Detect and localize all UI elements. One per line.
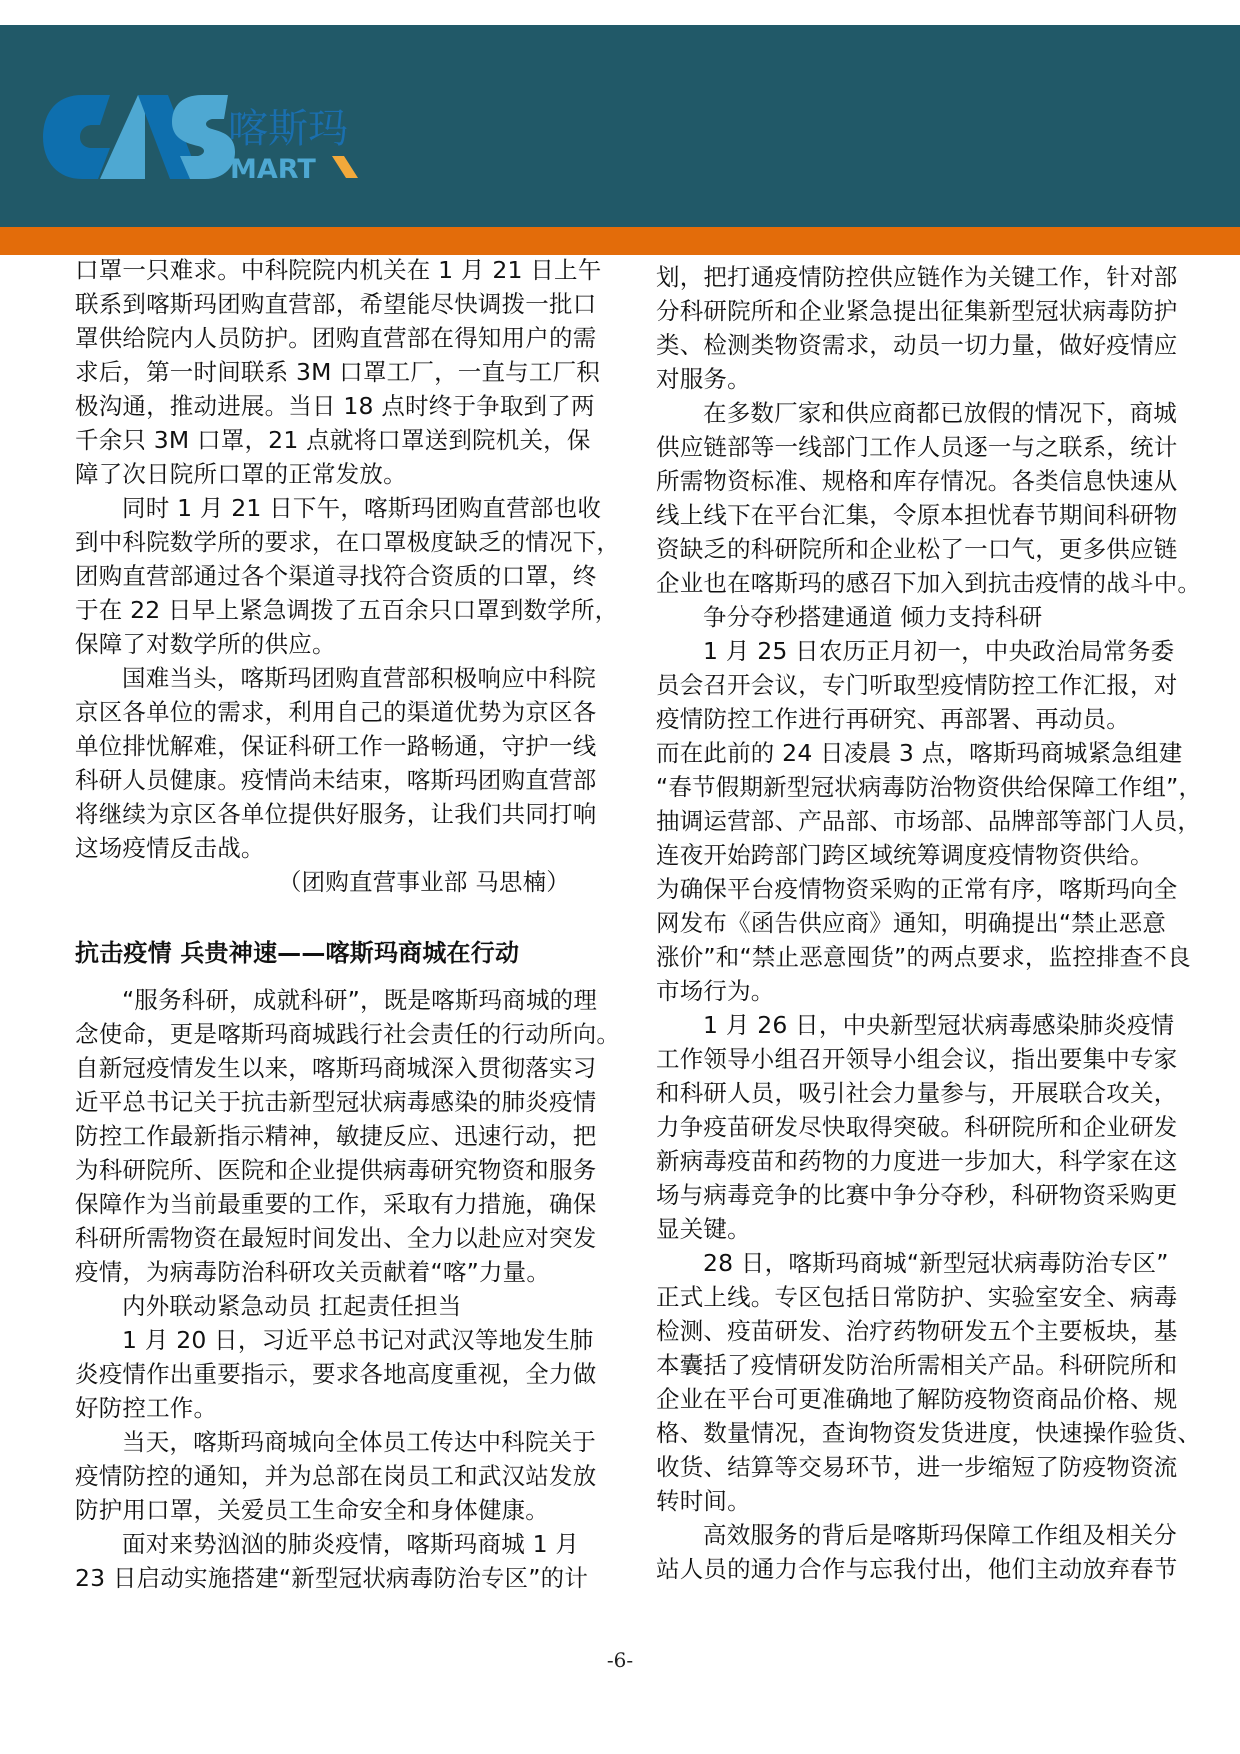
text-line: 力争疫苗研发尽快取得突破。科研院所和企业研发 xyxy=(656,1113,1178,1141)
text-line: 口罩一只难求。中科院院内机关在 1 月 21 日上午 xyxy=(75,256,602,284)
text-line: 极沟通，推动进展。当日 18 点时终于争取到了两 xyxy=(75,392,595,420)
text-line: 新病毒疫苗和药物的力度进一步加大，科学家在这 xyxy=(656,1147,1178,1175)
text-line: 收货、结算等交易环节，进一步缩短了防疫物资流 xyxy=(656,1453,1178,1481)
text-line: 为科研院所、医院和企业提供病毒研究物资和服务 xyxy=(75,1156,597,1184)
text-line: 团购直营部通过各个渠道寻找符合资质的口罩，终 xyxy=(75,562,597,590)
text-line: 网发布《函告供应商》通知，明确提出“禁止恶意 xyxy=(656,909,1167,937)
text-line: 线上线下在平台汇集，令原本担忧春节期间科研物 xyxy=(656,501,1178,529)
text-line: 对服务。 xyxy=(656,365,751,393)
text-line: 显关键。 xyxy=(656,1215,751,1243)
text-line: 检测、疫苗研发、治疗药物研发五个主要板块，基 xyxy=(656,1317,1178,1345)
text-line: 科研所需物资在最短时间发出、全力以赴应对突发 xyxy=(75,1224,597,1252)
text-line: 面对来势汹汹的肺炎疫情，喀斯玛商城 1 月 xyxy=(122,1530,580,1558)
text-line: 供应链部等一线部门工作人员逐一与之联系，统计 xyxy=(656,433,1178,461)
text-line: “服务科研，成就科研”，既是喀斯玛商城的理 xyxy=(122,986,598,1014)
text-line: 正式上线。专区包括日常防护、实验室安全、病毒 xyxy=(656,1283,1178,1311)
left-column xyxy=(75,253,635,1595)
text-line: 资缺乏的科研院所和企业松了一口气，更多供应链 xyxy=(656,535,1178,563)
text-line: 站人员的通力合作与忘我付出，他们主动放弃春节 xyxy=(656,1555,1178,1583)
text-line: 而在此前的 24 日凌晨 3 点，喀斯玛商城紧急组建 xyxy=(656,739,1183,767)
text-line: 员会召开会议，专门听取型疫情防控工作汇报，对 xyxy=(656,671,1178,699)
header-orange-stripe xyxy=(0,227,1240,255)
text-line: 1 月 20 日，习近平总书记对武汉等地发生肺 xyxy=(122,1326,594,1354)
text-line: 场与病毒竞争的比赛中争分夺秒，科研物资采购更 xyxy=(656,1181,1178,1209)
text-line: 疫情防控的通知，并为总部在岗员工和武汉站发放 xyxy=(75,1462,597,1490)
text-line: 于在 22 日早上紧急调拨了五百余只口罩到数学所， xyxy=(75,596,619,624)
text-line: 自新冠疫情发生以来，喀斯玛商城深入贯彻落实习 xyxy=(75,1054,597,1082)
text-line: 当天，喀斯玛商城向全体员工传达中科院关于 xyxy=(122,1428,596,1456)
article-heading: 抗击疫情 兵贵神速——喀斯玛商城在行动 xyxy=(75,939,520,967)
text-line: 企业也在喀斯玛的感召下加入到抗击疫情的战斗中。 xyxy=(656,569,1202,597)
text-line: 障了次日院所口罩的正常发放。 xyxy=(75,460,407,488)
text-line: 1 月 25 日农历正月初一，中央政治局常务委 xyxy=(703,637,1175,665)
text-line: 格、数量情况，查询物资发货进度，快速操作验货、 xyxy=(656,1419,1202,1447)
text-line: 这场疫情反击战。 xyxy=(75,834,265,862)
text-line: 近平总书记关于抗击新型冠状病毒感染的肺炎疫情 xyxy=(75,1088,597,1116)
text-line: 28 日，喀斯玛商城“新型冠状病毒防治专区” xyxy=(703,1249,1169,1277)
text-line: “春节假期新型冠状病毒防治物资供给保障工作组”， xyxy=(656,773,1203,801)
logo-chinese-text: 喀斯玛 xyxy=(228,106,348,152)
text-line: 防控工作最新指示精神，敏捷反应、迅速行动，把 xyxy=(75,1122,597,1150)
text-line: 单位排忧解难，保证科研工作一路畅通，守护一线 xyxy=(75,732,597,760)
text-line: 保障了对数学所的供应。 xyxy=(75,630,336,658)
text-line: 炎疫情作出重要指示，要求各地高度重视，全力做 xyxy=(75,1360,597,1388)
text-line: 在多数厂家和供应商都已放假的情况下，商城 xyxy=(703,399,1177,427)
text-line: 内外联动紧急动员 扛起责任担当 xyxy=(122,1292,462,1320)
text-line: 涨价”和“禁止恶意囤货”的两点要求，监控排查不良 xyxy=(656,943,1191,971)
text-line: 市场行为。 xyxy=(656,977,775,1005)
text-line: 转时间。 xyxy=(656,1487,751,1515)
text-line: 科研人员健康。疫情尚未结束，喀斯玛团购直营部 xyxy=(75,766,597,794)
text-line: 争分夺秒搭建通道 倾力支持科研 xyxy=(703,603,1043,631)
logo-accent-slash xyxy=(332,156,358,178)
text-line: 为确保平台疫情物资采购的正常有序，喀斯玛向全 xyxy=(656,875,1178,903)
text-line: 抽调运营部、产品部、市场部、品牌部等部门人员， xyxy=(656,807,1202,835)
text-line: 企业在平台可更准确地了解防疫物资商品价格、规 xyxy=(656,1385,1178,1413)
cas-smart-logo xyxy=(40,90,370,189)
text-line: 京区各单位的需求，利用自己的渠道优势为京区各 xyxy=(75,698,597,726)
text-line: 同时 1 月 21 日下午，喀斯玛团购直营部也收 xyxy=(122,494,602,522)
text-line: 到中科院数学所的要求，在口罩极度缺乏的情况下， xyxy=(75,528,621,556)
right-column xyxy=(656,260,1216,1586)
text-line: 防护用口罩，关爱员工生命安全和身体健康。 xyxy=(75,1496,549,1524)
text-line: 保障作为当前最重要的工作，采取有力措施，确保 xyxy=(75,1190,597,1218)
text-line: 求后，第一时间联系 3M 口罩工厂，一直与工厂积 xyxy=(75,358,600,386)
text-line: 念使命，更是喀斯玛商城践行社会责任的行动所向。 xyxy=(75,1020,621,1048)
text-line: 联系到喀斯玛团购直营部，希望能尽快调拨一批口 xyxy=(75,290,597,318)
text-line: 本囊括了疫情研发防治所需相关产品。科研院所和 xyxy=(656,1351,1178,1379)
author-signature: （团购直营事业部 马思楠） xyxy=(277,868,570,896)
text-line: 划，把打通疫情防控供应链作为关键工作，针对部 xyxy=(656,263,1178,291)
text-line: 千余只 3M 口罩，21 点就将口罩送到院机关，保 xyxy=(75,426,591,454)
text-line: 23 日启动实施搭建“新型冠状病毒防治专区”的计 xyxy=(75,1564,589,1592)
text-line: 疫情，为病毒防治科研攻关贡献着“喀”力量。 xyxy=(75,1258,551,1286)
text-line: 分科研院所和企业紧急提出征集新型冠状病毒防护 xyxy=(656,297,1178,325)
text-line: 所需物资标准、规格和库存情况。各类信息快速从 xyxy=(656,467,1178,495)
text-line: 工作领导小组召开领导小组会议，指出要集中专家 xyxy=(656,1045,1178,1073)
text-line: 连夜开始跨部门跨区域统筹调度疫情物资供给。 xyxy=(656,841,1154,869)
text-line: 1 月 26 日，中央新型冠状病毒感染肺炎疫情 xyxy=(703,1011,1175,1039)
text-line: 好防控工作。 xyxy=(75,1394,218,1422)
page-number: -6- xyxy=(606,1648,634,1672)
logo-mart-text: MART xyxy=(230,154,316,185)
text-line: 高效服务的背后是喀斯玛保障工作组及相关分 xyxy=(703,1521,1177,1549)
text-line: 国难当头，喀斯玛团购直营部积极响应中科院 xyxy=(122,664,596,692)
text-line: 疫情防控工作进行再研究、再部署、再动员。 xyxy=(656,705,1130,733)
text-line: 和科研人员，吸引社会力量参与，开展联合攻关， xyxy=(656,1079,1178,1107)
text-line: 罩供给院内人员防护。团购直营部在得知用户的需 xyxy=(75,324,597,352)
text-line: 将继续为京区各单位提供好服务，让我们共同打响 xyxy=(75,800,597,828)
text-line: 类、检测类物资需求，动员一切力量，做好疫情应 xyxy=(656,331,1178,359)
